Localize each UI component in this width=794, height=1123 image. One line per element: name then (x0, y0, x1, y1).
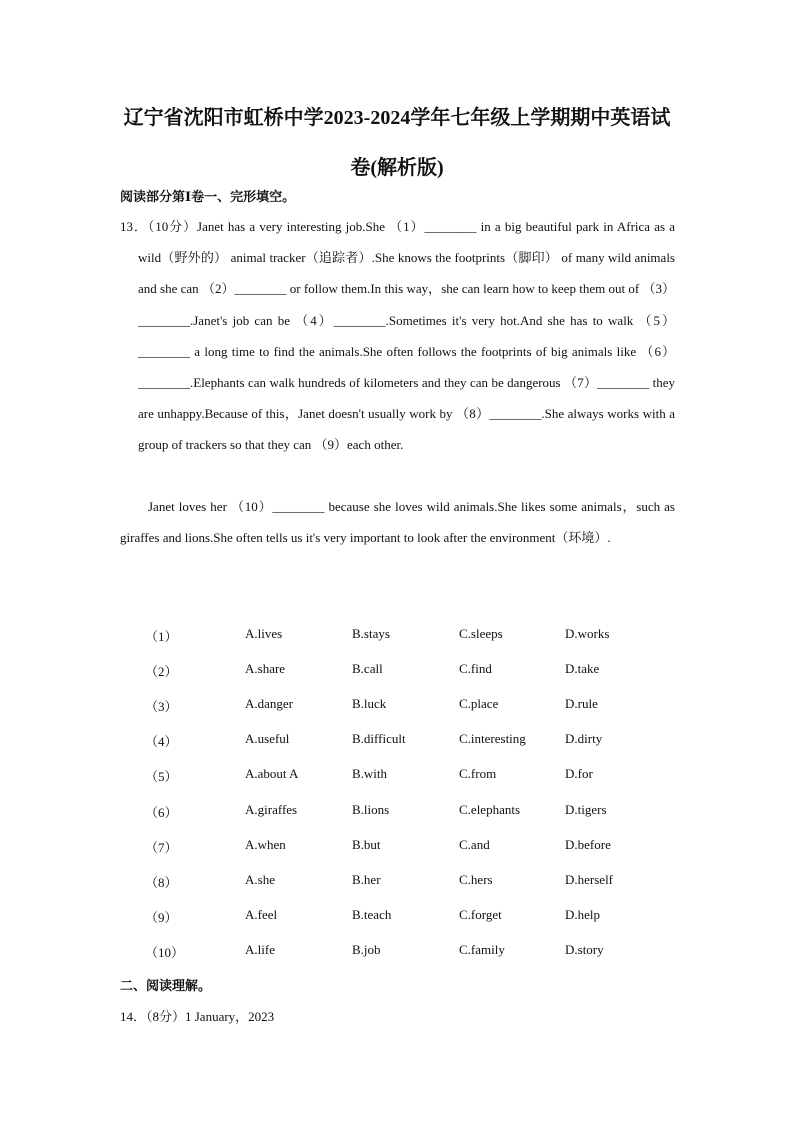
option-row (0, 661, 794, 681)
option-b: B.job (352, 941, 381, 957)
option-d: D.help (565, 906, 601, 922)
section-cloze-heading: 阅读部分第Ⅰ卷一、完形填空。 (120, 189, 296, 204)
option-d: D.before (565, 836, 611, 852)
section-reading-heading: 二、阅读理解。 (120, 978, 212, 993)
option-row (0, 837, 794, 857)
option-a: A.life (245, 941, 275, 957)
option-row (0, 802, 794, 822)
option-a: A.feel (245, 906, 278, 922)
option-row (0, 907, 794, 927)
title-line-1: 辽宁省沈阳市虹桥中学2023-2024学年七年级上学期期中英语试 (123, 107, 671, 129)
option-a: A.share (245, 661, 286, 677)
option-row (0, 731, 794, 751)
option-d: D.dirty (565, 731, 603, 747)
option-number: （3） (145, 699, 178, 715)
option-b: B.her (352, 871, 381, 887)
option-a: A.about A (245, 766, 299, 782)
option-number: （6） (145, 804, 178, 820)
question-14: 14．（8分）1 January，2023 (120, 1009, 275, 1024)
option-d: D.herself (565, 871, 614, 887)
option-b: B.but (352, 836, 381, 852)
option-number: （4） (145, 734, 178, 750)
option-c: C.forget (459, 906, 502, 922)
option-a: A.she (245, 871, 275, 887)
option-c: C.find (459, 661, 492, 677)
option-d: D.works (565, 626, 610, 641)
option-number: （8） (145, 874, 178, 890)
option-c: C.from (459, 766, 497, 782)
option-number: （5） (145, 769, 178, 785)
option-b: B.lions (352, 801, 390, 817)
option-a: A.danger (245, 696, 294, 712)
option-row (0, 942, 794, 962)
option-row (0, 696, 794, 716)
option-a: A.giraffes (245, 801, 298, 817)
option-row (0, 626, 794, 646)
option-row (0, 872, 794, 892)
option-d: D.tigers (565, 801, 607, 817)
option-b: B.call (352, 661, 383, 677)
option-a: A.useful (245, 731, 290, 747)
option-b: B.luck (352, 696, 387, 712)
question-13-paragraph-2: Janet loves her （10）________ because she loves wild animals.She likes some animals，such as giraffes and lions.She often tells us it's very important to look after the environment（环境）. (120, 499, 675, 546)
option-d: D.for (565, 766, 593, 782)
option-d: D.rule (565, 696, 598, 712)
option-d: D.story (565, 941, 604, 957)
option-b: B.stays (352, 626, 390, 641)
option-a: A.when (245, 836, 286, 852)
option-a: A.lives (245, 626, 283, 641)
title-line-2: 卷(解析版) (350, 157, 444, 179)
question-13-text: 13．（10分）Janet has a very interesting job.She （1）________ in a big beautiful park in Africa as a wild（野外的） animal tracker（追踪者）.She knows the footprints（脚印） of many wild animals and she can （2）________ or follow them.In this way，she can learn how to keep them out of （3）________.Janet's job can be （4）________.Sometimes it's very hot.And she has to walk （5）________ a long time to find the animals.She often follows the footprints of big animals like （6）________.Elephants can walk hundreds of kilometers and they can be dangerous （7）________ they are unhappy.Because of this，Janet doesn't usually work by （8）________.She always works with a group of trackers so that they can （9）each other. (120, 219, 675, 453)
option-number: （7） (145, 839, 178, 855)
option-b: B.difficult (352, 731, 406, 747)
option-c: C.elephants (459, 801, 521, 817)
option-b: B.with (352, 766, 388, 782)
option-number: （10） (145, 944, 185, 960)
option-c: C.sleeps (459, 626, 503, 641)
option-c: C.interesting (459, 731, 526, 747)
option-number: （1） (145, 629, 178, 644)
option-c: C.family (459, 941, 505, 957)
option-b: B.teach (352, 906, 392, 922)
option-number: （2） (145, 664, 178, 680)
option-d: D.take (565, 661, 600, 677)
option-c: C.place (459, 696, 499, 712)
option-c: C.and (459, 836, 490, 852)
option-row (0, 766, 794, 786)
question-13 (120, 211, 675, 461)
option-c: C.hers (459, 871, 493, 887)
page-title (100, 93, 694, 193)
option-number: （9） (145, 909, 178, 925)
